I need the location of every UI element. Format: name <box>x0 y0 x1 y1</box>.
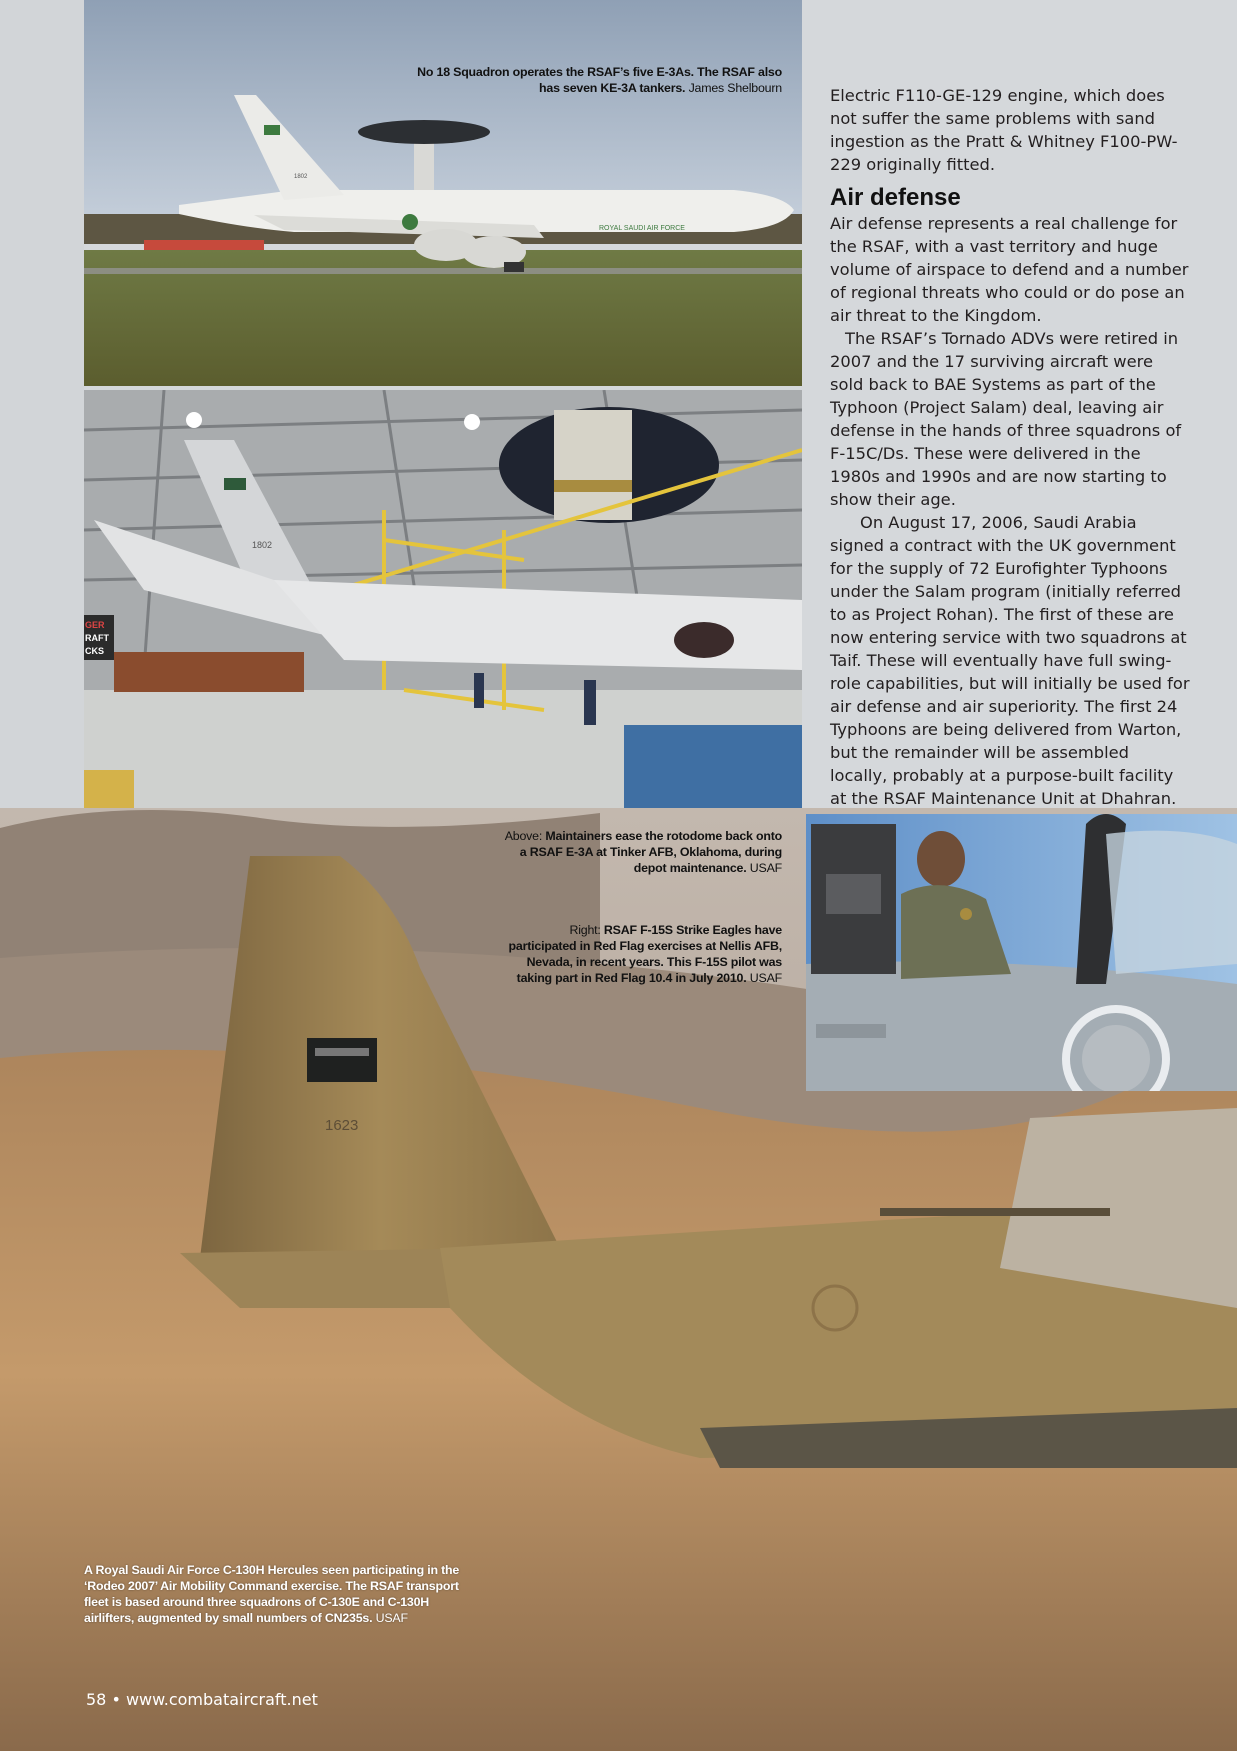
article-column <box>830 84 1190 810</box>
photo-credit: James Shelbourn <box>688 81 782 95</box>
photo-f15s-pilot <box>806 814 1237 1091</box>
section-heading: Air defense <box>830 184 961 211</box>
e3a-tail-number: 1802 <box>294 174 308 180</box>
photo-hangar-maintenance <box>84 390 802 808</box>
hangar-tail-number: 1802 <box>252 540 273 550</box>
article-paragraph-1: Air defense represents a real challenge for the RSAF, with a vast territory and huge volume of airspace to defend and a number of regional threats who could or do pose an air threat to the Kingdom. <box>830 214 1189 325</box>
article-paragraph-2: The RSAF’s Tornado ADVs were retired in 2007 and the 17 surviving aircraft were sold back to BAE Systems as part of the Typhoon (Project Salam) deal, leaving air defense in the hands of three squadrons of F-15C/Ds. These were delivered in the 1980s and 1990s and are now starting to show their age. <box>830 329 1182 509</box>
page-folio: 58 • www.combataircraft.net <box>86 1690 318 1709</box>
caption-hangar: Above: Maintainers ease the rotodome back onto a RSAF E-3A at Tinker AFB, Oklahoma, during depot maintenance. USAF <box>504 829 782 875</box>
e3a-fuselage-marking: ROYAL SAUDI AIR FORCE <box>599 225 685 232</box>
article-paragraph-3: On August 17, 2006, Saudi Arabia signed a contract with the UK government for the supply of 72 Eurofighter Typhoons under the Salam program (initially referred to as Project Rohan). The first of these are now entering service with two squadrons at Taif. These will eventually have full swing-role capabilities, but will initially be used for air defense and air superiority. The first 24 Typhoons are being delivered from Warton, but the remainder will be assembled locally, probably at a purpose-built facility at the RSAF Maintenance Unit at Dhahran. <box>830 513 1190 808</box>
caption-c130h: A Royal Saudi Air Force C-130H Hercules seen participating in the ‘Rodeo 2007’ Air Mobility Command exercise. The RSAF transport fleet is based around three squadrons of C-130E and C-130H airlifters, augmented by small numbers of CN235s. USAF <box>84 1563 460 1625</box>
caption-e3a: No 18 Squadron operates the RSAF’s five E-3As. The RSAF also has seven KE-3A tankers. James Shelbourn <box>417 65 782 95</box>
hangar-sign-line-3: CKS <box>85 646 105 656</box>
photo-e3a-sentry <box>84 0 802 386</box>
c130-tail-number: 1623 <box>325 1117 359 1134</box>
page-margin <box>0 0 84 808</box>
caption-f15s: Right: RSAF F-15S Strike Eagles have participated in Red Flag exercises at Nellis AFB, Nevada, in recent years. This F-15S pilot was taking part in Red Flag 10.4 in July 2010. USAF <box>508 923 782 985</box>
hangar-sign-line-1: GER <box>85 620 105 630</box>
photo-credit: USAF <box>749 971 782 985</box>
photo-credit: USAF <box>749 861 782 875</box>
article-intro: Electric F110-GE-129 engine, which does not suffer the same problems with sand ingestion as the Pratt & Whitney F100-PW-229 originally fitted. <box>830 86 1178 174</box>
hangar-sign-line-2: RAFT <box>85 633 109 643</box>
photo-credit: USAF <box>375 1611 408 1625</box>
